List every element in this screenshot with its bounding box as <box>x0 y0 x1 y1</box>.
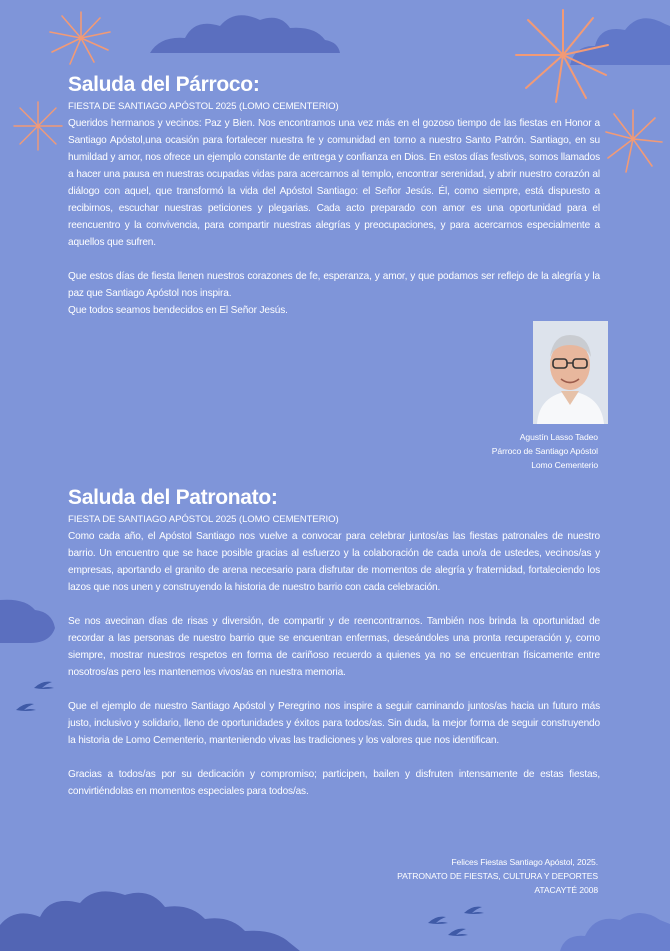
cloud-top-center <box>150 8 340 53</box>
cloud-bottom-right <box>560 900 670 951</box>
patronato-signature-greeting: Felices Fiestas Santiago Apóstol, 2025. <box>451 857 598 867</box>
firework-left <box>8 96 68 156</box>
parroco-paragraph-2: Que estos días de fiesta llenen nuestros corazones de fe, esperanza, y amor, y que podamos ser reflejo de la alegría y la paz que Santiago Apóstol nos inspira. <box>68 271 600 299</box>
patronato-subtitle: FIESTA DE SANTIAGO APÓSTOL 2025 (LOMO CEMENTERIO) <box>68 514 339 525</box>
birds-bottom <box>424 905 494 939</box>
parroco-signature-name: Agustín Lasso Tadeo <box>519 432 598 442</box>
parroco-title: Saluda del Párroco: <box>68 73 260 96</box>
patronato-paragraph-1: Como cada año, el Apóstol Santiago nos vuelve a convocar para celebrar juntos/as las fiestas patronales de nuestro barrio. Un encuentro que se hace posible gracias al esfuerzo y la colaboración de cada uno/a de ustedes, vecinos/as y empresas, aportando el granito de arena necesario para disfrutar de momentos de alegría y fraternidad, fortaleciendo los lazos que nos unen y construyendo la historia de nuestro barrio con cada celebración. <box>68 531 600 593</box>
parroco-subtitle: FIESTA DE SANTIAGO APÓSTOL 2025 (LOMO CEMENTERIO) <box>68 101 339 112</box>
firework-right <box>600 102 666 176</box>
patronato-signature-org: PATRONATO DE FIESTAS, CULTURA Y DEPORTES <box>397 871 598 881</box>
firework-top-left <box>34 6 128 70</box>
cloud-bottom-left <box>0 885 300 951</box>
parroco-signature-role: Párroco de Santiago Apóstol <box>491 446 598 456</box>
patronato-title: Saluda del Patronato: <box>68 486 278 509</box>
patronato-signature <box>380 855 598 897</box>
patronato-paragraph-2: Se nos avecinan días de risas y diversión, de compartir y de reencontrarnos. También nos brinda la oportunidad de recordar a las personas de nuestro barrio que se encuentran enfermas, deseándoles una pronta recuperación y, como siempre, mostrar nuestros respetos en forma de cariñoso recuerdo a quienes ya no se encuentran físicamente entre nosotros/as pero les mantenemos vivos/as en nuestra memoria. <box>68 616 600 678</box>
patronato-paragraph-3: Que el ejemplo de nuestro Santiago Apóstol y Peregrino nos inspire a seguir caminando juntos/as hacia un futuro más justo, inclusivo y solidario, lleno de oportunidades y éxitos para todos/as. Sin duda, la mejor forma de seguir construyendo la historia de Lomo Cementerio, manteniendo vivas las tradiciones y los valores que nos identifican. <box>68 701 600 746</box>
birds-left <box>12 676 62 716</box>
parroco-paragraph-1: Queridos hermanos y vecinos: Paz y Bien. Nos encontramos una vez más en el gozoso tiempo de las fiestas en Honor a Santiago Apóstol,una ocasión para fortalecer nuestra fe y comunidad en torno a nuestro Santo Patrón. Santiago, en su humildad y amor, nos ofrece un ejemplo constante de entrega y confianza en Dios. En estos días festivos, somos llamados a hacer una pausa en nuestras ocupadas vidas para acercarnos al templo, encontrar serenidad, y abrir nuestro corazón al diálogo con aquel, que transformó la vida del Apóstol Santiago: el Señor Jesús. Él, como siempre, está dispuesto a recibirnos, escuchar nuestras peticiones y plegarias. Cada acto preparado con amor es una oportunidad para el reencuentro y la convivencia, para compartir nuestras alegrías y preocupaciones, y para acercarnos especialmente a aquellos que sufren. <box>68 118 600 248</box>
parroco-photo <box>533 321 608 424</box>
patronato-paragraph-4: Gracias a todos/as por su dedicación y compromiso; participen, bailen y disfruten intensamente de estas fiestas, convirtiéndolas en momentos especiales para todos/as. <box>68 769 600 797</box>
patronato-section <box>68 486 600 800</box>
parroco-signature-place: Lomo Cementerio <box>531 460 598 470</box>
patronato-signature-name: ATACAYTÉ 2008 <box>534 885 598 895</box>
parroco-section <box>68 73 600 319</box>
parroco-paragraph-3: Que todos seamos bendecidos en El Señor Jesús. <box>68 305 288 316</box>
parroco-signature <box>400 430 598 472</box>
cloud-left-middle <box>0 598 55 643</box>
